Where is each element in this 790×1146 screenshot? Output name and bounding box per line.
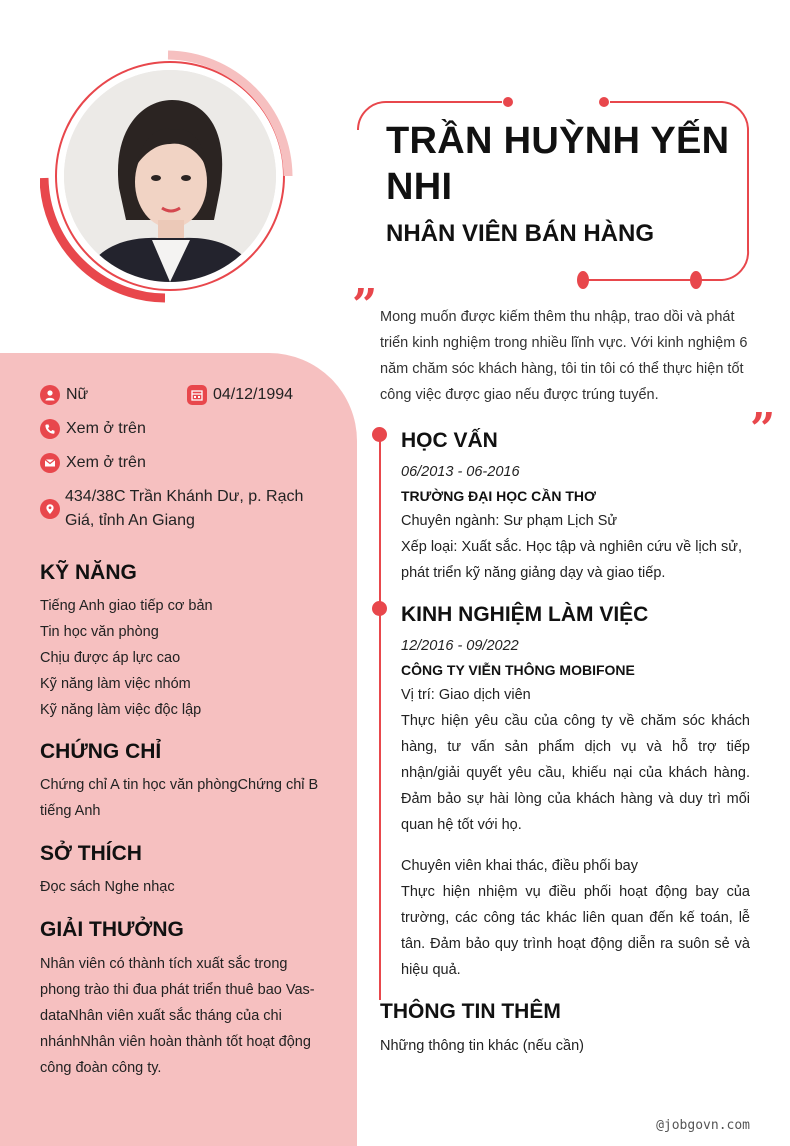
close-quote-icon: ” xyxy=(750,404,776,455)
awards-text: Nhân viên có thành tích xuất sắc trong phong trào thi đua phát triển thuê bao Vas-dataNhân viên xuất sắc tháng của chi nhánhNhân viên hoàn thành tốt hoạt động công đoàn công ty. xyxy=(40,956,315,1076)
additional-info-heading: THÔNG TIN THÊM xyxy=(380,1000,561,1023)
avatar xyxy=(64,70,276,282)
skill-item: Kỹ năng làm việc độc lập xyxy=(40,702,202,718)
address-row xyxy=(40,485,330,533)
career-objective: Mong muốn được kiếm thêm thu nhập, trao dồi và phát triển kinh nghiệm trong nhiều lĩnh vực. Với kinh nghiệm 6 năm chăm sóc khách hàng, tôi tin tôi có thể thực hiện tốt công việc được giao nếu được trúng tuyển. xyxy=(380,309,748,403)
experience-company: CÔNG TY VIỄN THÔNG MOBIFONE xyxy=(401,662,635,678)
education-heading: HỌC VẤN xyxy=(401,429,498,452)
gender-value: Nữ xyxy=(66,386,89,403)
gender-row xyxy=(40,383,88,407)
education-date: 06/2013 - 06-2016 xyxy=(401,464,520,480)
phone-value: Xem ở trên xyxy=(66,420,146,437)
experience-description: Thực hiện nhiệm vụ điều phối hoạt động bay của trường, các công tác khác liên quan đến kế toán, lễ tân. Đảm bảo quy trình hoạt động diễn ra suôn sẻ và hiệu quả. xyxy=(401,884,750,978)
email-value: Xem ở trên xyxy=(66,454,146,471)
additional-info-text: Những thông tin khác (nếu cần) xyxy=(380,1038,584,1054)
experience-description: Thực hiện yêu cầu của công ty về chăm sóc khách hàng, tư vấn sản phẩm dịch vụ và hỗ trợ tiếp nhận/giải quyết yêu cầu, khiếu nại của khách hàng. Đảm bảo sự hài lòng của khách hàng và duy trì mối quan hệ tốt với họ. xyxy=(401,713,750,833)
awards-heading: GIẢI THƯỞNG xyxy=(40,918,184,941)
email-row xyxy=(40,451,146,475)
candidate-name: TRẦN HUỲNH YẾN NHI xyxy=(386,120,730,208)
calendar-icon xyxy=(187,385,207,405)
timeline-line xyxy=(379,434,381,1000)
education-major: Chuyên ngành: Sư phạm Lịch Sử xyxy=(401,513,618,529)
skill-item: Kỹ năng làm việc nhóm xyxy=(40,676,191,692)
address-value: 434/38C Trần Khánh Dư, p. Rạch Giá, tỉnh An Giang xyxy=(65,488,304,529)
profile-photo-frame xyxy=(40,48,295,303)
birthday-value: 04/12/1994 xyxy=(213,386,294,403)
certificates-text: Chứng chỉ A tin học văn phòngChứng chỉ B tiếng Anh xyxy=(40,777,319,819)
location-pin-icon xyxy=(40,499,60,519)
experience-role: Vị trí: Giao dịch viên xyxy=(401,687,531,703)
timeline-dot xyxy=(372,601,387,616)
skill-item: Chịu được áp lực cao xyxy=(40,650,181,666)
experience-heading: KINH NGHIỆM LÀM VIỆC xyxy=(401,603,649,626)
skill-item: Tin học văn phòng xyxy=(40,624,159,640)
skill-item: Tiếng Anh giao tiếp cơ bản xyxy=(40,598,213,614)
experience-date: 12/2016 - 09/2022 xyxy=(401,638,519,654)
watermark: @jobgovn.com xyxy=(656,1118,750,1133)
hobbies-heading: SỞ THÍCH xyxy=(40,842,142,865)
job-title: NHÂN VIÊN BÁN HÀNG xyxy=(386,220,655,247)
skills-heading: KỸ NĂNG xyxy=(40,561,137,584)
birthday-row xyxy=(187,383,293,407)
user-icon xyxy=(40,385,60,405)
timeline-dot xyxy=(372,427,387,442)
experience-role: Chuyên viên khai thác, điều phối bay xyxy=(401,858,638,874)
education-description: Xếp loại: Xuất sắc. Học tập và nghiên cứu về lịch sử, phát triển kỹ năng giảng dạy và giao tiếp. xyxy=(401,539,743,581)
skills-list xyxy=(40,593,330,723)
email-icon xyxy=(40,453,60,473)
phone-icon xyxy=(40,419,60,439)
hobbies-text: Đọc sách Nghe nhạc xyxy=(40,879,175,895)
certificates-heading: CHỨNG CHỈ xyxy=(40,740,162,763)
education-school: TRƯỜNG ĐẠI HỌC CẦN THƠ xyxy=(401,488,596,504)
phone-row xyxy=(40,417,146,441)
open-quote-icon: ” xyxy=(352,280,378,331)
